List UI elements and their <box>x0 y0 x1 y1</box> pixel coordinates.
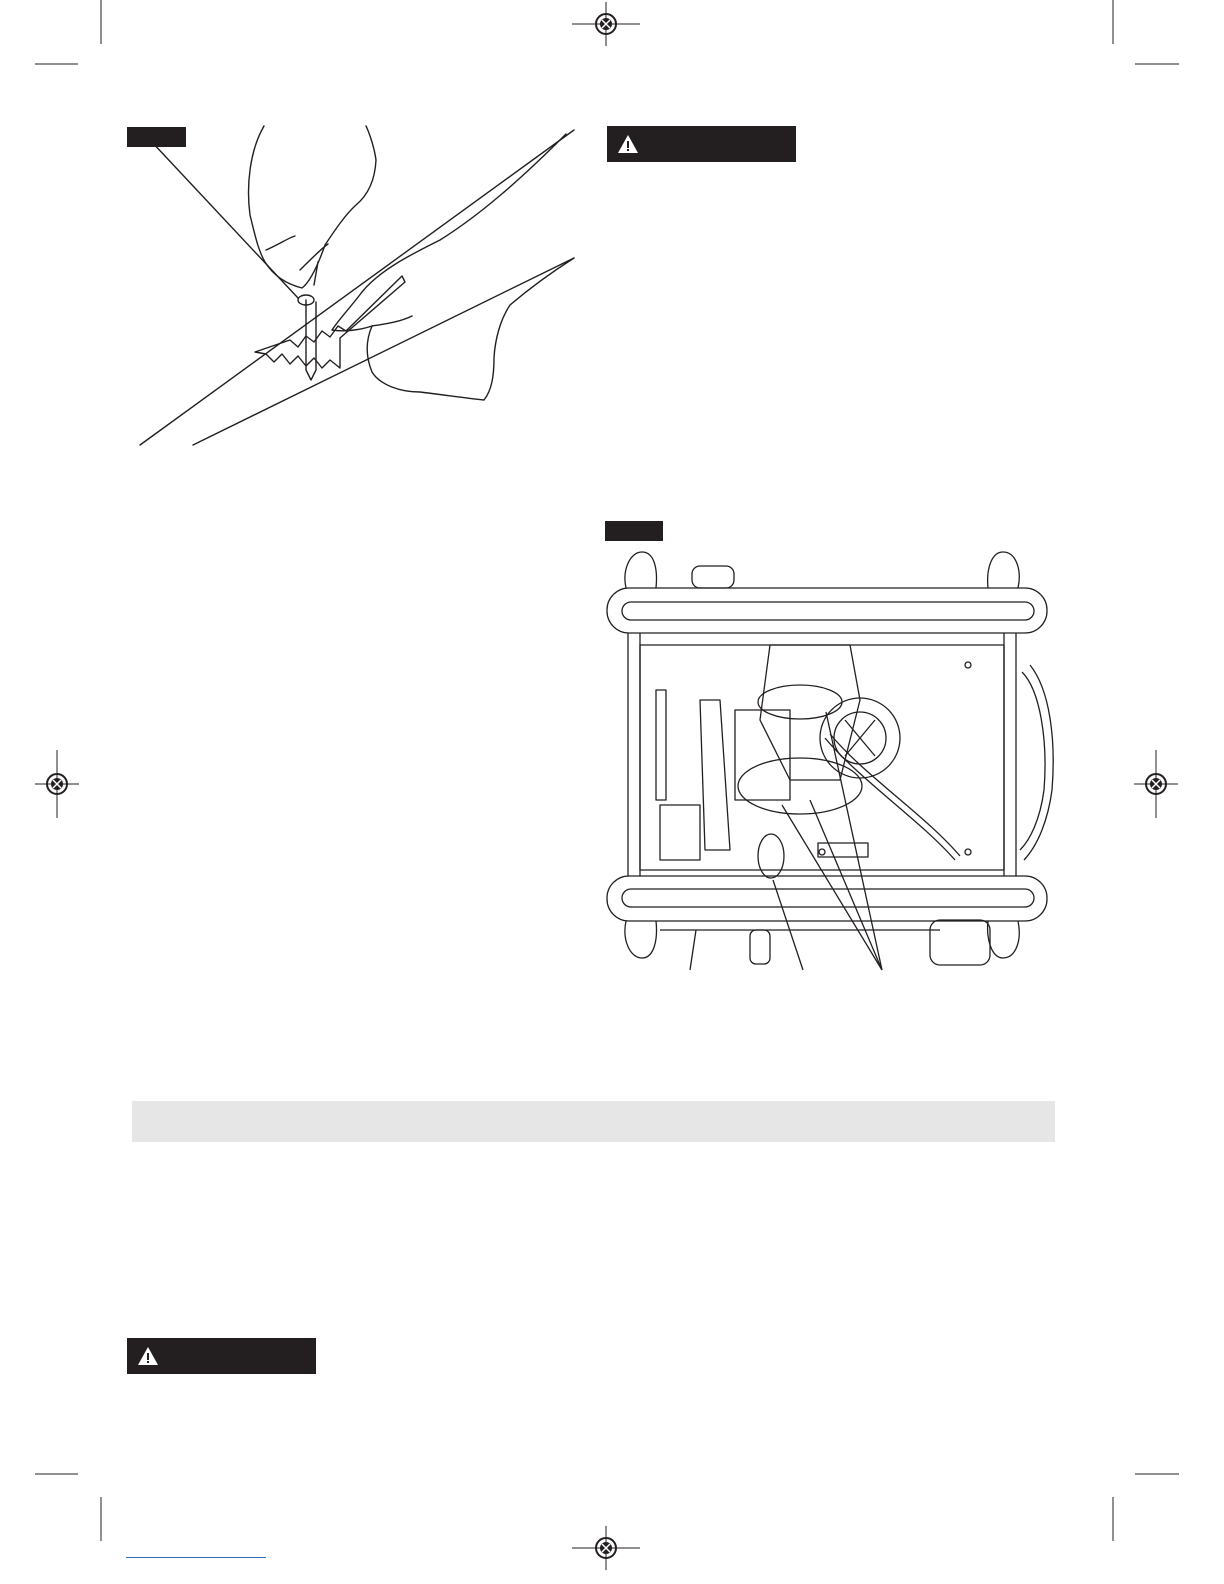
hand-saw-notch-illustration <box>120 120 580 450</box>
warning-triangle-icon <box>617 134 639 154</box>
warning-triangle-icon <box>137 1346 159 1366</box>
crosshair-left-icon <box>35 750 79 818</box>
table-saw-underside-illustration <box>600 540 1060 980</box>
crosshair-bottom-icon <box>572 1526 640 1570</box>
crosshair-top-icon <box>572 2 640 46</box>
footer-link[interactable] <box>126 1556 266 1558</box>
warning-label-top <box>607 126 796 162</box>
figure-label-tag-2 <box>605 521 663 541</box>
crosshair-right-icon <box>1134 750 1178 818</box>
section-heading-bar <box>132 1101 1055 1142</box>
warning-label-bottom <box>127 1338 316 1374</box>
